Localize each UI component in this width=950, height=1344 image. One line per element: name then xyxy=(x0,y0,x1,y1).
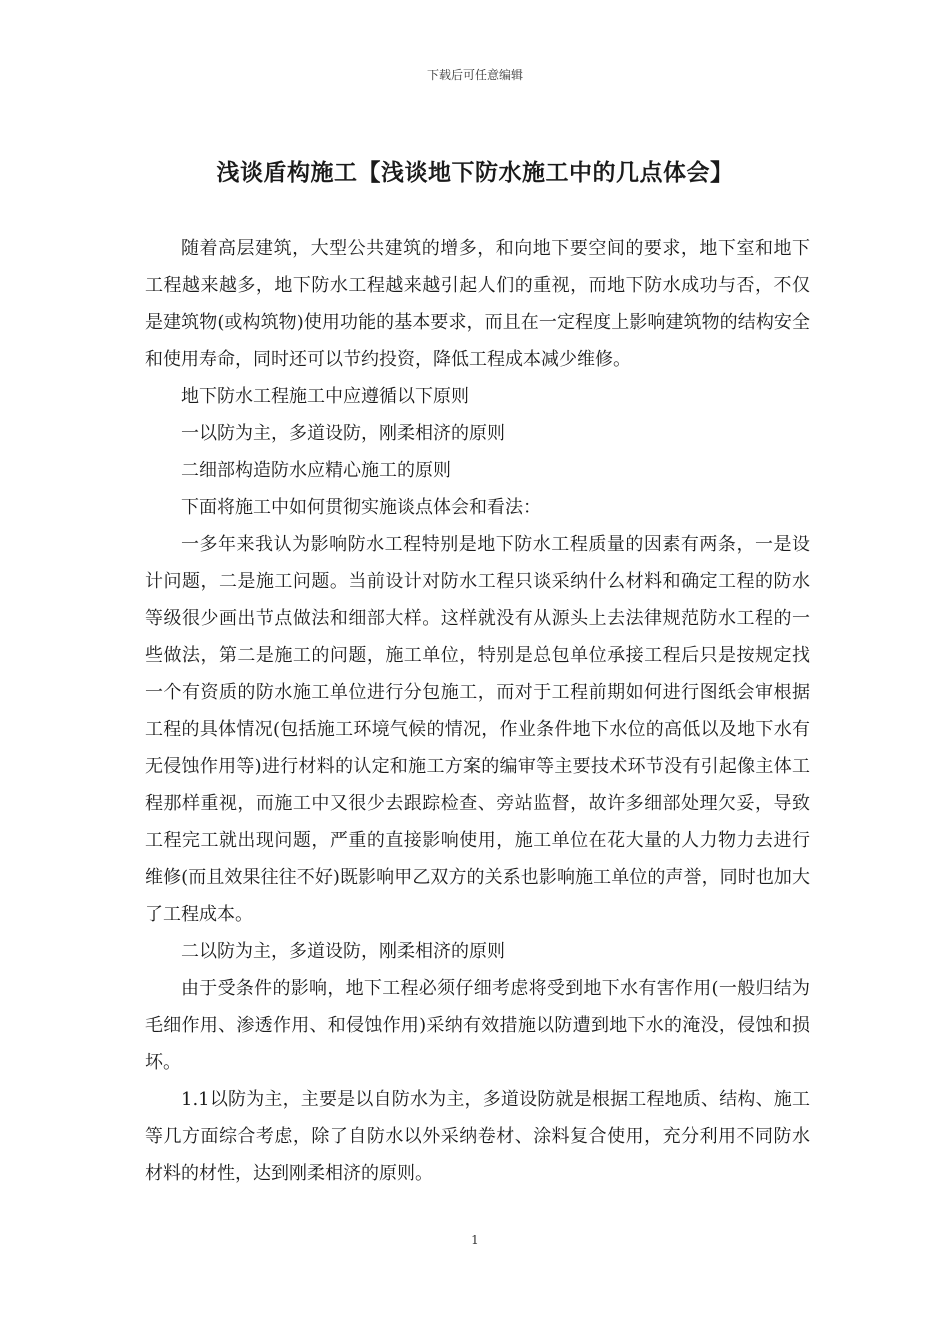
paragraph-lead-in: 下面将施工中如何贯彻实施谈点体会和看法： xyxy=(181,497,541,518)
header-note: 下载后可任意编辑 xyxy=(426,68,523,82)
paragraph-principle-one: 一以防为主，多道设防，刚柔相济的原则 xyxy=(181,423,505,444)
paragraph-section-two-heading: 二以防为主，多道设防，刚柔相济的原则 xyxy=(181,941,505,962)
document-body xyxy=(145,230,810,1192)
paragraph-section-one: 一多年来我认为影响防水工程特别是地下防水工程质量的因素有两条，一是设计问题，二是施工问题。当前设计对防水工程只谈采纳什么材料和确定工程的防水等级很少画出节点做法和细部大样。这样就没有从源头上去法律规范防水工程的一些做法，第二是施工的问题，施工单位，特别是总包单位承接工程后只是按规定找一个有资质的防水施工单位进行分包施工，而对于工程前期如何进行图纸会审根据工程的具体情况(包括施工环境气候的情况，作业条件地下水位的高低以及地下水有无侵蚀作用等)进行材料的认定和施工方案的编审等主要技术环节没有引起像主体工程那样重视，而施工中又很少去跟踪检查、旁站监督，故许多细部处理欠妥，导致工程完工就出现问题，严重的直接影响使用，施工单位在花大量的人力物力去进行维修(而且效果往往不好)既影响甲乙双方的关系也影响施工单位的声誉，同时也加大了工程成本。 xyxy=(145,534,810,925)
paragraph-section-1-1: 1.1以防为主，主要是以自防水为主，多道设防就是根据工程地质、结构、施工等几方面综合考虑，除了自防水以外采纳卷材、涂料复合使用，充分利用不同防水材料的材性，达到刚柔相济的原则。 xyxy=(145,1089,810,1184)
document-title: 浅谈盾构施工【浅谈地下防水施工中的几点体会】 xyxy=(216,159,734,186)
paragraph-principle-two: 二细部构造防水应精心施工的原则 xyxy=(181,460,451,481)
page-number: 1 xyxy=(471,1233,479,1247)
paragraph-intro: 随着高层建筑，大型公共建筑的增多，和向地下要空间的要求，地下室和地下工程越来越多，地下防水工程越来越引起人们的重视，而地下防水成功与否，不仅是建筑物(或构筑物)使用功能的基本要求，而且在一定程度上影响建筑物的结构安全和使用寿命，同时还可以节约投资，降低工程成本减少维修。 xyxy=(145,238,810,370)
paragraph-principles-heading: 地下防水工程施工中应遵循以下原则 xyxy=(181,386,469,407)
paragraph-section-two: 由于受条件的影响，地下工程必须仔细考虑将受到地下水有害作用(一般归结为毛细作用、渗透作用、和侵蚀作用)采纳有效措施以防遭到地下水的淹没，侵蚀和损坏。 xyxy=(145,978,810,1073)
